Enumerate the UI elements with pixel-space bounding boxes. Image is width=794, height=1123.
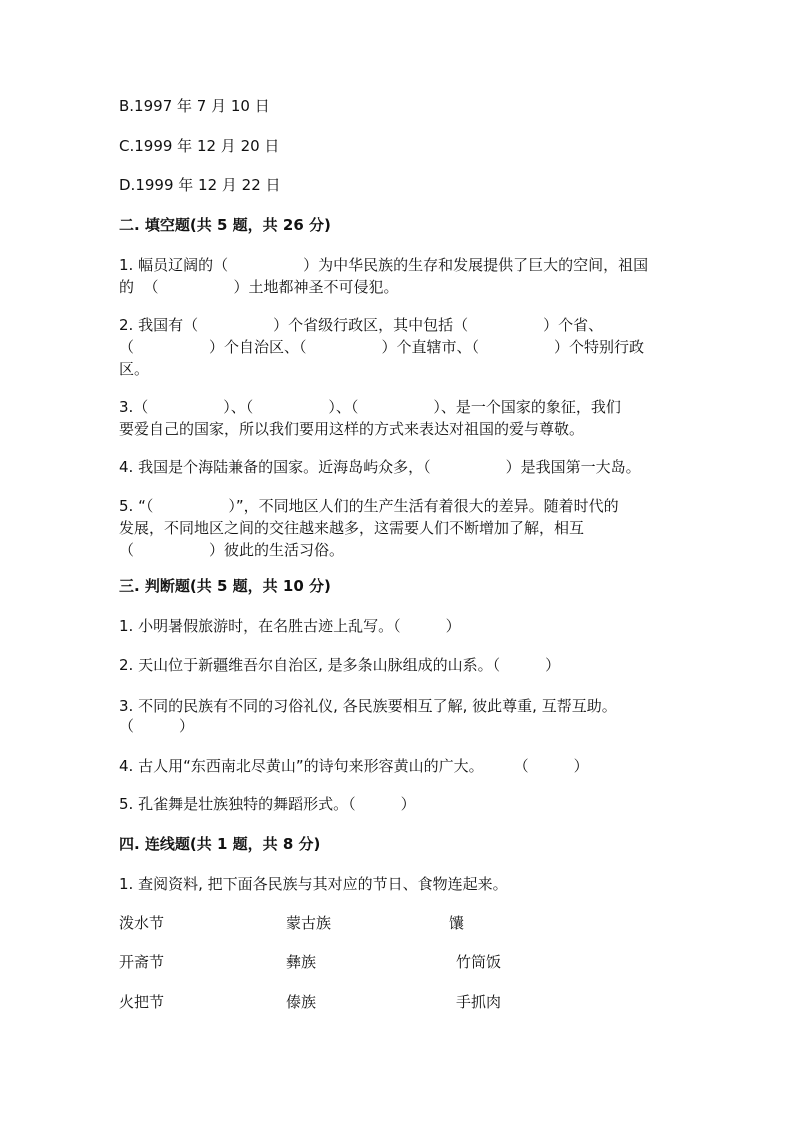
section-heading-true-false: 三. 判断题(共 5 题，共 10 分)	[119, 577, 331, 595]
fill-q4: 4. 我国是个海陆兼备的国家。近海岛屿众多，（ ）是我国第一大岛。	[119, 458, 641, 476]
tf-q3-line1: 3. 不同的民族有不同的习俗礼仪, 各民族要相互了解, 彼此尊重, 互帮互助。	[119, 697, 617, 715]
fill-q5-line1: 5. “（ ）”，不同地区人们的生产生活有着很大的差异。随着时代的	[119, 497, 619, 515]
fill-q2-line3: 区。	[119, 360, 150, 378]
section-heading-fill-blank: 二. 填空题(共 5 题，共 26 分)	[119, 216, 331, 234]
section-heading-matching: 四. 连线题(共 1 题，共 8 分)	[119, 835, 321, 853]
fill-q5-line3: （ ）彼此的生活习俗。	[119, 541, 345, 559]
tf-q2: 2. 天山位于新疆维吾尔自治区, 是多条山脉组成的山系。（ ）	[119, 656, 561, 674]
fill-q5-line2: 发展，不同地区之间的交往越来越多，这需要人们不断增加了解，相互	[119, 519, 585, 537]
festival-item: 泼水节	[119, 914, 165, 932]
food-item: 馕	[449, 914, 465, 932]
fill-q3-line1: 3.（ ）、（ ）、（ ）、是一个国家的象征，我们	[119, 398, 621, 416]
fill-q1-line1: 1. 幅员辽阔的（ ）为中华民族的生存和发展提供了巨大的空间，祖国	[119, 256, 649, 274]
ethnic-group-item: 蒙古族	[286, 914, 332, 932]
fill-q2-line1: 2. 我国有（ ）个省级行政区，其中包括（ ）个省、	[119, 316, 604, 334]
food-item: 手抓肉	[456, 993, 502, 1011]
tf-q3-line2: （ ）	[119, 717, 195, 735]
fill-q2-line2: （ ）个自治区、（ ）个直辖市、（ ）个特别行政	[119, 338, 645, 356]
ethnic-group-item: 彝族	[286, 953, 317, 971]
option-b: B.1997 年 7 月 10 日	[119, 97, 270, 115]
option-d: D.1999 年 12 月 22 日	[119, 176, 281, 194]
tf-q5: 5. 孔雀舞是壮族独特的舞蹈形式。（ ）	[119, 795, 416, 813]
festival-item: 火把节	[119, 993, 165, 1011]
tf-q4: 4. 古人用“东西南北尽黄山”的诗句来形容黄山的广大。 （ ）	[119, 757, 589, 775]
fill-q1-line2: 的 （ ）土地都神圣不可侵犯。	[119, 278, 399, 296]
festival-item: 开斋节	[119, 953, 165, 971]
option-c: C.1999 年 12 月 20 日	[119, 137, 280, 155]
food-item: 竹筒饭	[456, 953, 502, 971]
ethnic-group-item: 傣族	[286, 993, 317, 1011]
fill-q3-line2: 要爱自己的国家，所以我们要用这样的方式来表达对祖国的爱与尊敬。	[119, 420, 585, 438]
tf-q1: 1. 小明暑假旅游时，在名胜古迹上乱写。（ ）	[119, 617, 461, 635]
matching-q1: 1. 查阅资料, 把下面各民族与其对应的节日、食物连起来。	[119, 875, 508, 893]
